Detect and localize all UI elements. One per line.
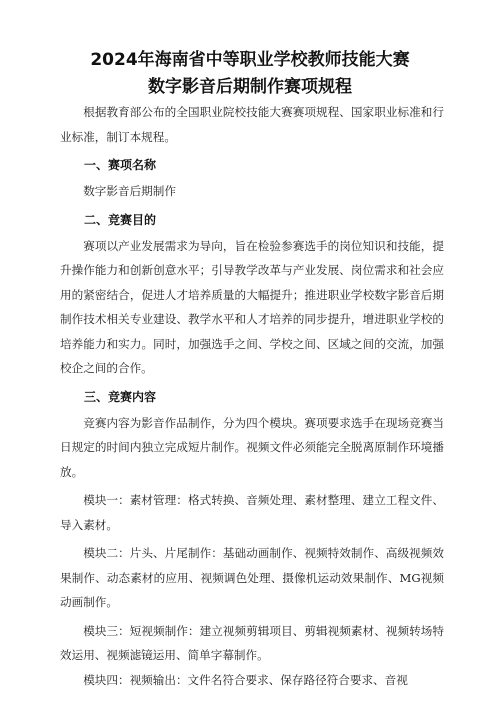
document-body — [60, 100, 444, 692]
module-3-paragraph: 模块三：短视频制作：建立视频剪辑项目、剪辑视频素材、视频转场特效运用、视频滤镜运用、简单字幕制作。 — [60, 623, 444, 662]
event-name-paragraph: 数字影音后期制作 — [83, 184, 176, 198]
module-1-paragraph: 模块一：素材管理：格式转换、音频处理、素材整理、建立工程文件、导入素材。 — [60, 493, 444, 532]
module-4-paragraph: 模块四：视频输出：文件名符合要求、保存路径符合要求、音视 — [83, 672, 408, 687]
section-heading-purpose: 二、竞赛目的 — [84, 212, 157, 227]
document-title-line-1: 2024年海南省中等职业学校教师技能大赛 — [90, 50, 410, 70]
content-overview-paragraph: 竞赛内容为影音作品制作，分为四个模块。赛项要求选手在现场竞赛当日规定的时间内独立完成短片制作。视频文件必须能完全脱离原制作环境播放。 — [60, 415, 444, 479]
intro-paragraph: 根据教育部公布的全国职业院校技能大赛赛项规程、国家职业标准和行业标准，制订本规程。 — [60, 105, 444, 144]
section-heading-event-name: 一、赛项名称 — [84, 158, 157, 172]
purpose-paragraph: 赛项以产业发展需求为导向，旨在检验参赛选手的岗位知识和技能，提升操作能力和创新创意水平；引导教学改革与产业发展、岗位需求和社会应用的紧密结合，促进人才培养质量的大幅提升；推进职业学校数字影音后期制作技术相关专业建设、教学水平和人才培养的同步提升，增进职业学校的培养能力和实力。同时，加强选手之间、学校之间、区域之间的交流，加强校企之间的合作。 — [60, 238, 444, 375]
module-2-paragraph: 模块二：片头、片尾制作：基础动画制作、视频特效制作、高级视频效果制作、动态素材的应用、视频调色处理、摄像机运动效果制作、MG视频动画制作。 — [60, 546, 444, 609]
section-heading-content: 三、竞赛内容 — [84, 389, 157, 404]
document-title-line-2: 数字影音后期制作赛项规程 — [148, 77, 352, 97]
